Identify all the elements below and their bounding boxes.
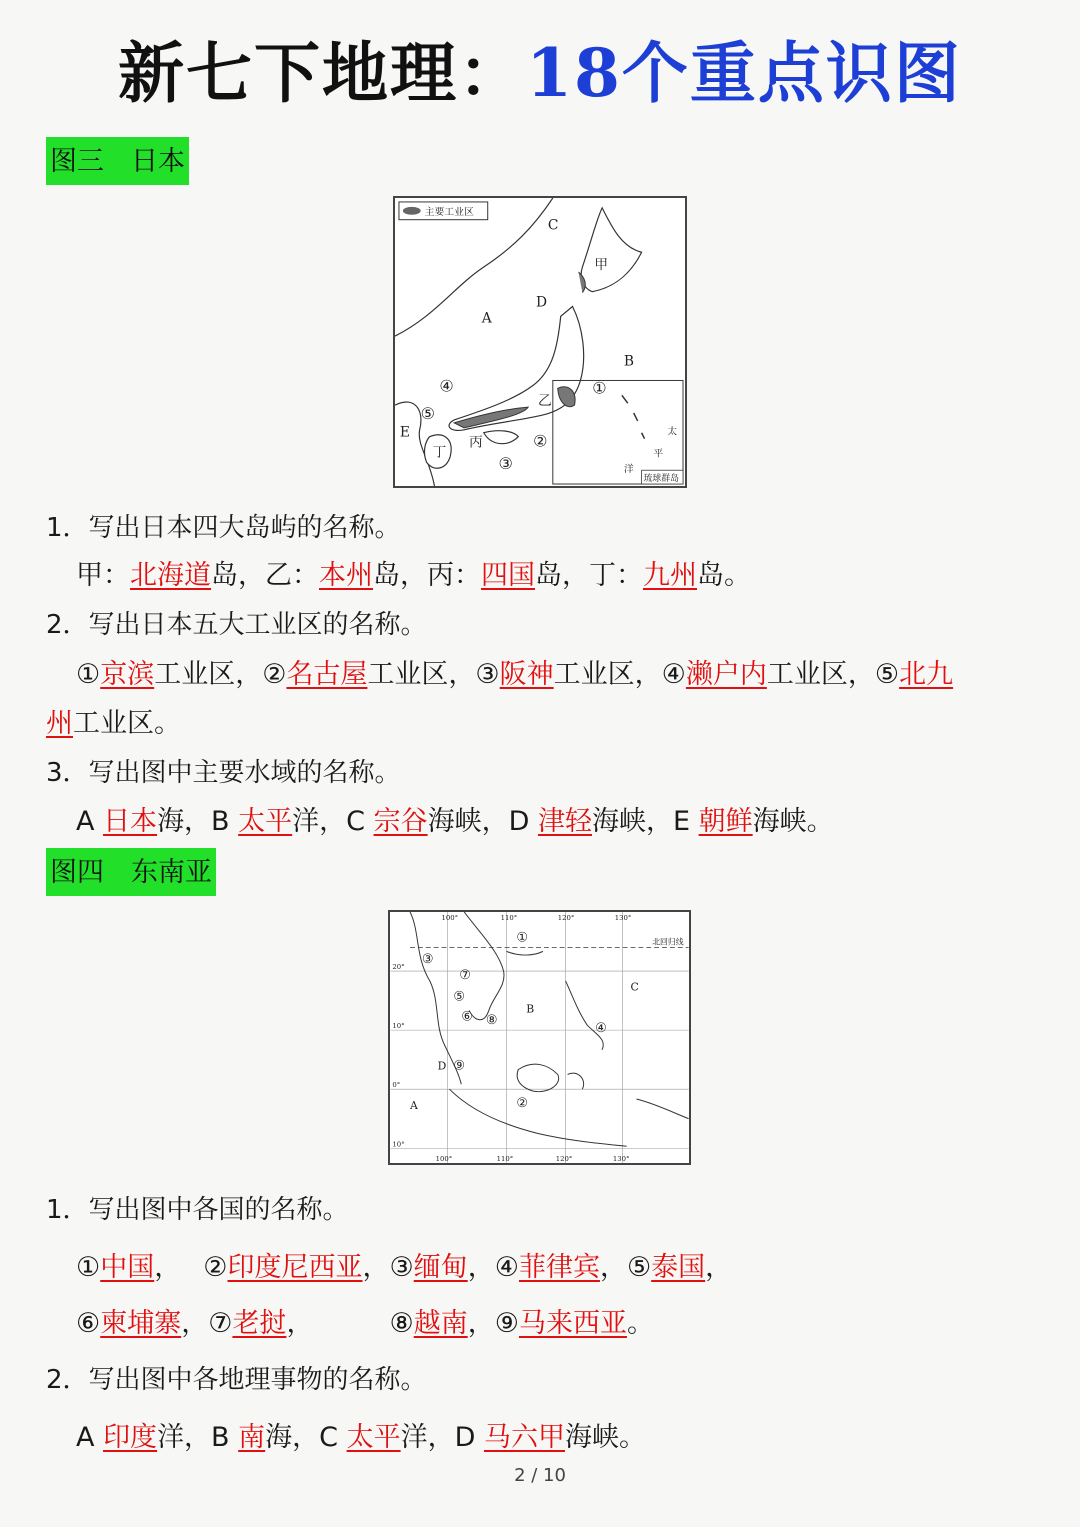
section-tag-southeast-asia: 图四 东南亚 <box>46 848 216 896</box>
label-yang: 洋 <box>623 464 634 476</box>
sea-q2: 2．写出图中各地理事物的名称。 <box>46 1365 427 1395</box>
answer-sea-of-japan: 日本 <box>103 806 158 837</box>
lon-label-120: 120° <box>557 913 575 922</box>
text: 。 <box>626 1308 654 1339</box>
label-n5: ⑤ <box>453 989 465 1005</box>
label-D: D <box>437 1059 447 1073</box>
sea-q1: 1．写出图中各国的名称。 <box>46 1195 349 1225</box>
lon-label-100-bottom: 100° <box>435 1155 453 1163</box>
title-part-2: 18个重点识图 <box>526 34 962 112</box>
answer-hokkaido: 北海道 <box>130 560 211 591</box>
text: 岛，丁： <box>535 560 643 591</box>
ryukyu-label: 琉球群岛 <box>643 474 680 485</box>
answer-keihin: 京滨 <box>100 659 155 690</box>
label-n4: ④ <box>439 376 454 396</box>
text: ① <box>76 1252 101 1283</box>
text: 海，C <box>265 1422 347 1453</box>
text: 海峡。 <box>564 1422 646 1453</box>
lon-label-100: 100° <box>441 913 459 922</box>
text: 岛，丙： <box>373 560 481 591</box>
sea-q1-row1 <box>76 1248 732 1288</box>
label-tai: 太 <box>667 426 678 438</box>
lon-label-130: 130° <box>614 913 632 922</box>
text: ，⑦ <box>181 1308 233 1339</box>
answer-kyushu: 九州 <box>643 560 697 591</box>
japan-map-svg <box>395 198 685 486</box>
text: ， ② <box>154 1252 228 1283</box>
lat-label-10: 10° <box>392 1022 405 1031</box>
label-n4: ④ <box>595 1021 607 1037</box>
hokkaido-shape <box>581 208 641 292</box>
answer-kitakyushu-b: 州 <box>46 708 73 739</box>
legend-swatch <box>403 207 421 215</box>
answer-pacific: 太平 <box>346 1422 401 1453</box>
text: 工业区，④ <box>553 659 686 690</box>
answer-cambodia: 柬埔寨 <box>100 1308 182 1339</box>
text: 海峡，D <box>427 806 538 837</box>
answer-soya: 宗谷 <box>373 806 428 837</box>
tropic-label: 北回归线 <box>652 937 684 947</box>
text: 岛。 <box>697 560 751 591</box>
label-A: A <box>410 1098 418 1112</box>
text: ， ⑧ <box>286 1308 414 1339</box>
lon-label-110: 110° <box>500 913 518 922</box>
label-B: B <box>526 1002 535 1016</box>
lon-label-110-bottom: 110° <box>496 1155 514 1163</box>
sea-map-svg <box>390 912 689 1163</box>
label-n7: ⑦ <box>459 967 471 983</box>
answer-myanmar: 缅甸 <box>413 1252 468 1283</box>
label-bing: 丙 <box>468 434 483 451</box>
answer-indonesia: 印度尼西亚 <box>227 1252 363 1283</box>
answer-korea-strait: 朝鲜 <box>698 806 753 837</box>
label-ding: 丁 <box>432 444 447 461</box>
answer-malaysia: 马来西亚 <box>518 1308 627 1339</box>
label-n1: ① <box>592 378 607 398</box>
answer-thailand: 泰国 <box>651 1252 706 1283</box>
southeast-asia-map <box>388 910 691 1165</box>
japan-q1: 1．写出日本四大岛屿的名称。 <box>46 513 401 543</box>
text: ⑥ <box>76 1308 101 1339</box>
text: ，⑤ <box>599 1252 652 1283</box>
lat-label-20: 20° <box>392 963 405 972</box>
label-n6: ⑥ <box>461 1009 473 1025</box>
section-tag-japan: 图三 日本 <box>46 137 189 185</box>
label-n2: ② <box>533 431 548 451</box>
sea-q1-row2 <box>76 1304 654 1344</box>
text: 洋，C <box>292 806 374 837</box>
text: 岛，乙： <box>211 560 319 591</box>
text: A <box>76 1422 104 1453</box>
label-n9: ⑨ <box>453 1058 465 1074</box>
ryukyu-islands <box>622 395 645 438</box>
text: 洋，D <box>400 1422 484 1453</box>
label-A: A <box>481 310 492 327</box>
label-D: D <box>536 294 548 311</box>
text: 工业区，② <box>154 659 287 690</box>
japan-q1-answer <box>76 556 751 596</box>
page-title <box>0 28 1080 118</box>
lat-label-10s: 10° <box>392 1140 405 1149</box>
grid-lines <box>390 912 688 1163</box>
answer-laos: 老挝 <box>232 1308 287 1339</box>
label-n2: ② <box>516 1095 528 1111</box>
title-part-1: 新七下地理： <box>118 34 527 112</box>
japan-q3-answer <box>76 802 834 842</box>
text: 工业区。 <box>73 708 181 739</box>
answer-hanshin: 阪神 <box>499 659 554 690</box>
text: ，④ <box>467 1252 519 1283</box>
lon-label-120-bottom: 120° <box>555 1155 573 1163</box>
answer-tsugaru: 津轻 <box>537 806 592 837</box>
label-C: C <box>630 980 639 994</box>
text: ，③ <box>362 1252 414 1283</box>
answer-shikoku: 四国 <box>481 560 535 591</box>
text: 海峡，E <box>591 806 699 837</box>
text: A <box>76 806 104 837</box>
lon-label-130-bottom: 130° <box>612 1155 630 1163</box>
japan-q3: 3．写出图中主要水域的名称。 <box>46 758 401 788</box>
label-C: C <box>547 217 559 234</box>
answer-philippines: 菲律宾 <box>518 1252 600 1283</box>
page-number: 2 / 10 <box>514 1465 566 1486</box>
answer-kitakyushu-a: 北九 <box>899 659 954 690</box>
shikoku-shape <box>484 431 519 444</box>
text: 工业区，⑤ <box>766 659 900 690</box>
legend-label: 主要工业区 <box>424 206 474 218</box>
answer-malacca: 马六甲 <box>483 1422 565 1453</box>
answer-south-china-sea: 南 <box>238 1422 266 1453</box>
text: 海峡。 <box>752 806 834 837</box>
lat-label-0: 0° <box>392 1081 401 1090</box>
japan-q2-answer-cont <box>46 704 181 744</box>
japan-q2-answer <box>76 655 953 695</box>
label-n3: ③ <box>498 454 513 474</box>
sea-q2-answer <box>76 1418 646 1458</box>
text: ，⑨ <box>467 1308 519 1339</box>
text: ， <box>705 1252 733 1283</box>
japan-map <box>393 196 687 488</box>
answer-china: 中国 <box>100 1252 155 1283</box>
answer-pacific: 太平 <box>238 806 293 837</box>
text: ① <box>76 659 101 690</box>
japan-q2: 2．写出日本五大工业区的名称。 <box>46 610 427 640</box>
label-B: B <box>623 353 634 370</box>
answer-vietnam: 越南 <box>413 1308 468 1339</box>
label-n5: ⑤ <box>420 403 435 423</box>
answer-setouchi: 濑户内 <box>685 659 767 690</box>
label-jia: 甲 <box>594 257 609 274</box>
label-ping: 平 <box>653 448 664 460</box>
text: 洋，B <box>157 1422 239 1453</box>
label-E: E <box>399 424 411 441</box>
label-n1: ① <box>516 930 528 946</box>
text: 工业区，③ <box>367 659 500 690</box>
label-n8: ⑧ <box>485 1013 498 1029</box>
answer-indian-ocean: 印度 <box>103 1422 158 1453</box>
label-yi: 乙 <box>538 393 552 410</box>
answer-nagoya: 名古屋 <box>286 659 368 690</box>
answer-honshu: 本州 <box>319 560 373 591</box>
label-n3: ③ <box>421 952 434 968</box>
text: 甲： <box>76 560 130 591</box>
text: 海，B <box>157 806 239 837</box>
